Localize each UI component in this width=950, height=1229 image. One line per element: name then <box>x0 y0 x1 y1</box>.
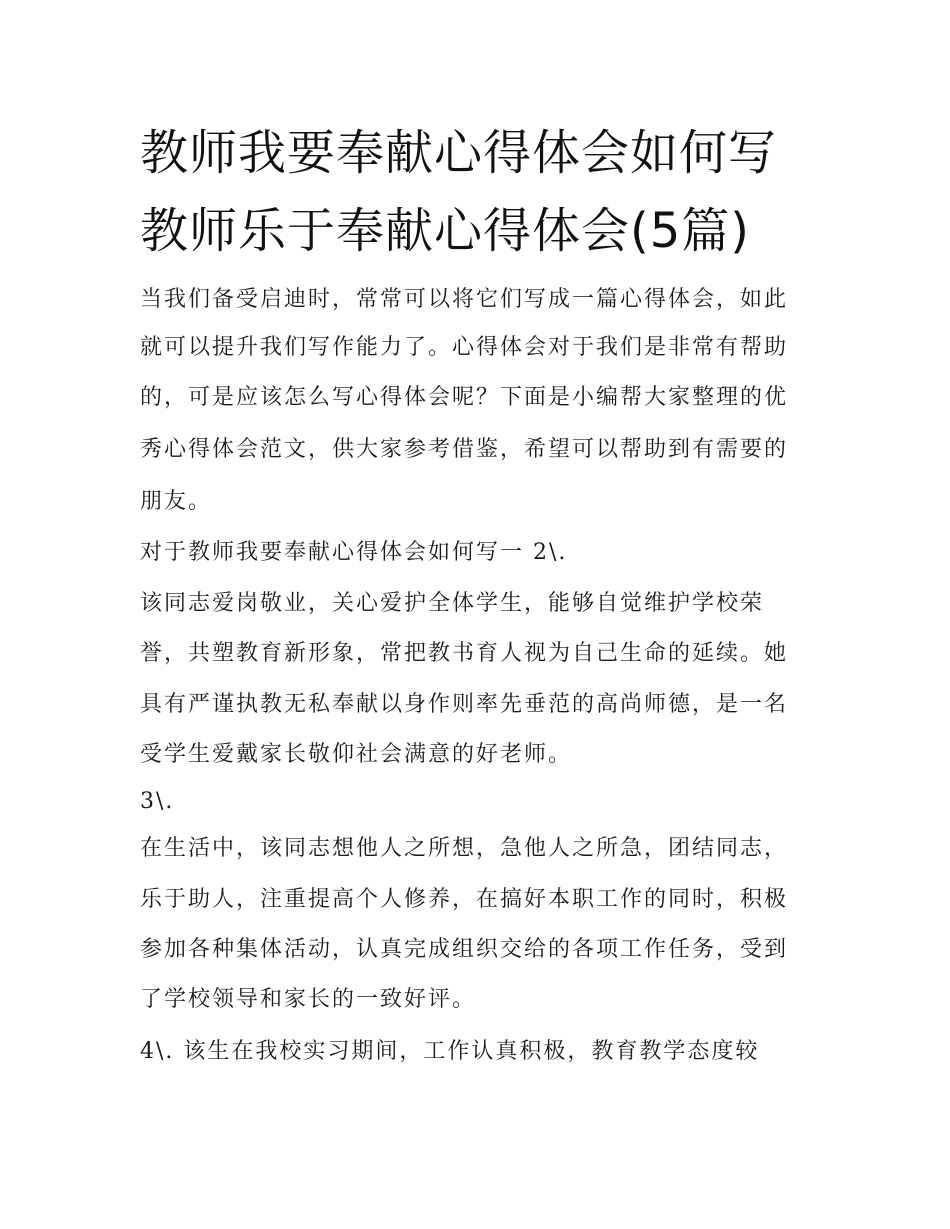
body-text-line: 誉，共塑教育新形象，常把教书育人视为自己生命的延续。她 <box>140 641 789 666</box>
body-text-line: 的，可是应该怎么写心得体会呢？下面是小编帮大家整理的优 <box>140 385 789 410</box>
body-text-line: 具有严谨执教无私奉献以身作则率先垂范的高尚师德，是一名 <box>140 692 789 717</box>
body-text-line: 乐于助人，注重提高个人修养，在搞好本职工作的同时，积极 <box>140 887 789 912</box>
document-title-line-1: 教师我要奉献心得体会如何写 <box>140 125 778 181</box>
body-text-line: 4\. 该生在我校实习期间，工作认真积极，教育教学态度较 <box>140 1039 760 1064</box>
body-text-line: 就可以提升我们写作能力了。心得体会对于我们是非常有帮助 <box>140 335 789 360</box>
section-number-line: 3\. <box>140 789 175 814</box>
document-title-line-2: 教师乐于奉献心得体会(5篇) <box>140 203 750 259</box>
body-text-line: 了学校领导和家长的一致好评。 <box>140 987 477 1012</box>
body-text-line: 参加各种集体活动，认真完成组织交给的各项工作任务，受到 <box>140 937 789 962</box>
section-heading-line: 对于教师我要奉献心得体会如何写一 2\. <box>140 540 568 565</box>
body-text-line: 该同志爱岗敬业，关心爱护全体学生，能够自觉维护学校荣 <box>140 591 765 616</box>
body-text-line: 受学生爱戴家长敬仰社会满意的好老师。 <box>140 742 573 767</box>
body-text-line: 在生活中，该同志想他人之所想，急他人之所急，团结同志， <box>140 836 789 861</box>
body-text-line: 朋友。 <box>140 489 213 514</box>
body-text-line: 当我们备受启迪时，常常可以将它们写成一篇心得体会，如此 <box>140 287 789 312</box>
body-text-line: 秀心得体会范文，供大家参考借鉴，希望可以帮助到有需要的 <box>140 437 789 462</box>
